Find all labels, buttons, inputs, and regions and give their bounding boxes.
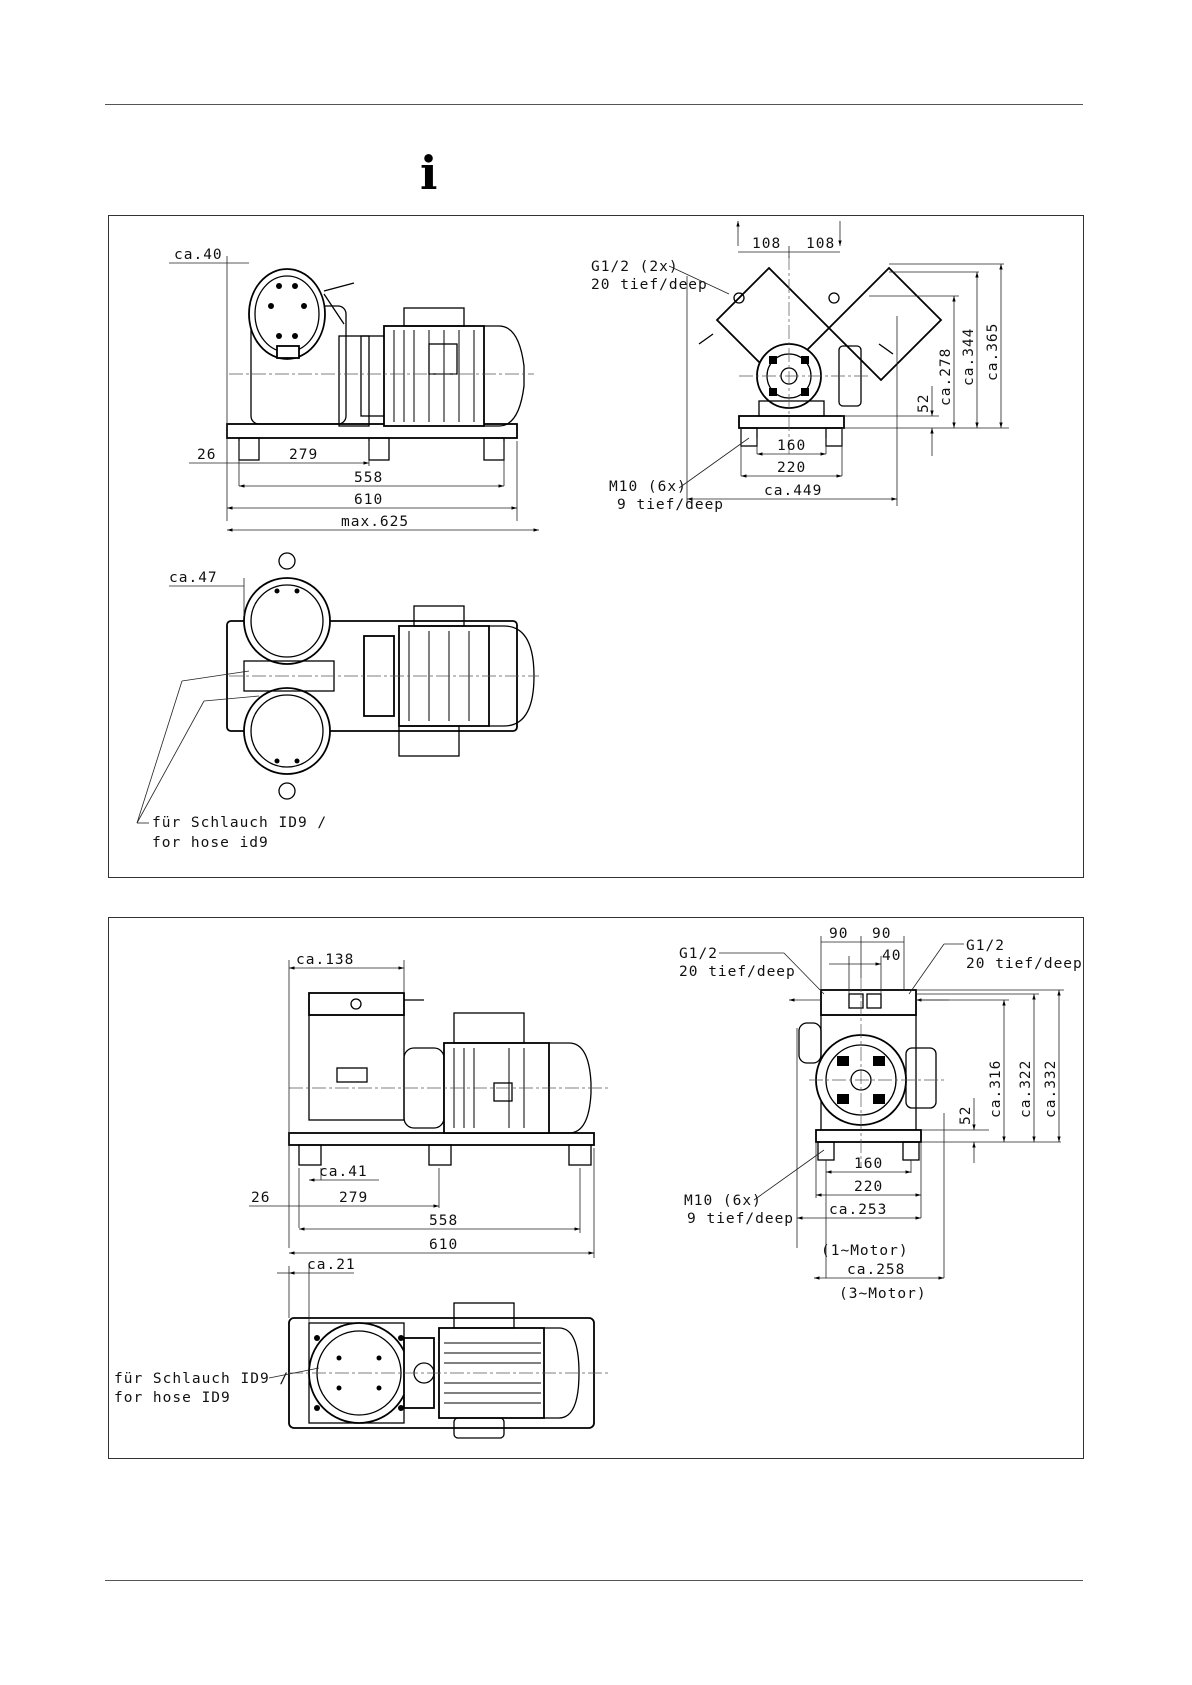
label-m10-6x: M10 (6x) — [609, 479, 687, 495]
label-hose-en: for hose id9 — [152, 835, 269, 851]
label-g12-left-depth: 20 tief/deep — [679, 964, 796, 980]
dim-ca253: ca.253 — [829, 1202, 888, 1218]
top-view-pump — [227, 553, 539, 799]
dim-ca47: ca.47 — [169, 570, 218, 586]
label-g12-depth: 20 tief/deep — [591, 277, 708, 293]
dim-ca316: ca.316 — [988, 1059, 1004, 1118]
label-m10-depth-2: 9 tief/deep — [687, 1211, 795, 1227]
dim-220: 220 — [777, 460, 807, 476]
dim-ca41: ca.41 — [319, 1164, 368, 1180]
front-view-pump-2 — [799, 978, 944, 1168]
side-view-pump-2 — [289, 993, 609, 1165]
dim-ca21: ca.21 — [307, 1257, 356, 1273]
front-view-pump — [699, 256, 941, 456]
label-3-motor: (3~Motor) — [839, 1286, 927, 1302]
top-view-pump-2 — [289, 1303, 609, 1438]
label-hose-de: für Schlauch ID9 / — [152, 815, 328, 831]
dim-610-2: 610 — [429, 1237, 459, 1253]
dim-ca332: ca.332 — [1043, 1059, 1059, 1118]
label-g12-left: G1/2 — [679, 946, 718, 962]
dim-max625: max.625 — [341, 514, 410, 530]
dim-108-left: 108 — [752, 236, 782, 252]
header-rule — [105, 104, 1083, 105]
dim-26-2: 26 — [251, 1190, 271, 1206]
label-1-motor: (1~Motor) — [821, 1243, 909, 1259]
dim-ca40: ca.40 — [174, 247, 223, 263]
dim-108-right: 108 — [806, 236, 836, 252]
dim-ca322: ca.322 — [1018, 1059, 1034, 1118]
dim-90-right: 90 — [872, 926, 892, 942]
drawing-panel-double-head — [108, 215, 1084, 878]
dim-ca365: ca.365 — [985, 322, 1001, 381]
dim-52: 52 — [916, 393, 932, 413]
dim-610: 610 — [354, 492, 384, 508]
label-g12-right-depth: 20 tief/deep — [966, 956, 1083, 972]
dim-279: 279 — [289, 447, 319, 463]
dim-ca138: ca.138 — [296, 952, 355, 968]
dim-40: 40 — [882, 948, 902, 964]
dim-160: 160 — [777, 438, 807, 454]
info-icon: i — [420, 146, 438, 200]
label-hose-de-2: für Schlauch ID9 / — [114, 1371, 290, 1387]
label-m10-6x-2: M10 (6x) — [684, 1193, 762, 1209]
dim-26: 26 — [197, 447, 217, 463]
technical-drawing-1 — [109, 216, 1083, 877]
label-g12-right: G1/2 — [966, 938, 1005, 954]
dim-52-2: 52 — [958, 1105, 974, 1125]
footer-rule — [105, 1580, 1083, 1581]
dim-279-2: 279 — [339, 1190, 369, 1206]
dim-160-2: 160 — [854, 1156, 884, 1172]
dim-558: 558 — [354, 470, 384, 486]
label-hose-en-2: for hose ID9 — [114, 1390, 231, 1406]
drawing-panel-single-head — [108, 917, 1084, 1459]
dim-90-left: 90 — [829, 926, 849, 942]
dim-ca278: ca.278 — [938, 347, 954, 406]
dim-558-2: 558 — [429, 1213, 459, 1229]
label-g12-2x: G1/2 (2x) — [591, 259, 679, 275]
technical-drawing-2 — [109, 918, 1083, 1458]
side-view-pump — [227, 269, 534, 460]
dim-ca258: ca.258 — [847, 1262, 906, 1278]
dim-ca344: ca.344 — [961, 327, 977, 386]
dim-220-2: 220 — [854, 1179, 884, 1195]
dim-ca449: ca.449 — [764, 483, 823, 499]
label-m10-depth: 9 tief/deep — [617, 497, 725, 513]
